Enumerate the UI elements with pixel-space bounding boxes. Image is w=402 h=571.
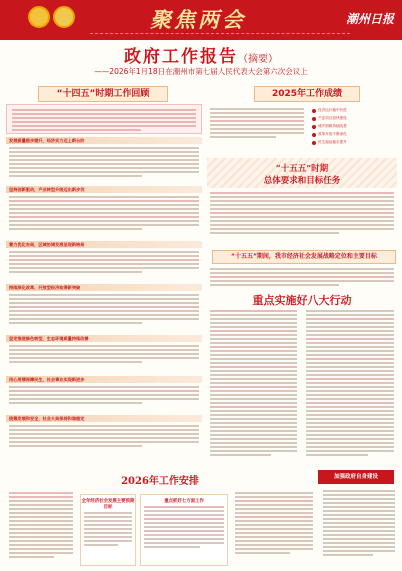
plan-seven-aspects-title: 重点抓好七方面工作	[164, 499, 204, 504]
eight-actions-header: 重点实施好八大行动	[252, 294, 352, 307]
plan-middle-text	[232, 490, 316, 566]
list-item-label: 城乡面貌持续改善	[318, 124, 347, 128]
newspaper-logo: 潮州日报	[345, 12, 394, 26]
goals-text	[207, 190, 397, 246]
review-text-3	[6, 249, 202, 281]
bullet-icon	[312, 133, 316, 137]
self-building-header: 加强政府自身建设	[318, 470, 394, 484]
review-strip-5: 坚定推进绿色转型，生态环境质量持续改善	[6, 335, 202, 342]
review-text-4	[6, 292, 202, 332]
list-item	[312, 140, 398, 145]
national-emblem-icon	[28, 6, 50, 28]
report-subtitle: ——2026年1月18日在潮州市第七届人民代表大会第六次会议上	[94, 67, 308, 76]
list-item	[312, 124, 398, 129]
section-strategy-header: “十五五”期间，我市经济社会发展战略定位和主要目标	[212, 250, 396, 264]
list-item-label: 民生福祉稳步提升	[318, 140, 347, 144]
masthead-banner	[0, 0, 402, 40]
results-list	[312, 108, 398, 148]
review-strip-6: 用心用情保障民生，社会事业实现新进步	[6, 376, 202, 383]
review-text-2	[6, 194, 202, 238]
list-item	[312, 116, 398, 121]
section-results-header: 2025年工作成绩	[254, 86, 360, 102]
review-text-6	[6, 384, 202, 412]
review-text-5	[6, 343, 202, 373]
report-title-text: 政府工作报告	[124, 47, 238, 67]
goals-title-line1: “十五五”时期	[275, 164, 329, 174]
review-strip-7: 统筹发展和安全，社会大局保持和谐稳定	[6, 415, 202, 422]
list-item-label: 经济运行稳中有进	[318, 108, 347, 112]
section-review-header: “十四五”时期工作回顾	[38, 86, 168, 102]
eight-actions-text-right	[303, 308, 397, 466]
bullet-icon	[312, 109, 316, 113]
self-building-text	[320, 488, 398, 566]
bullet-icon	[312, 117, 316, 121]
list-item	[312, 108, 398, 113]
review-intro-box	[6, 104, 202, 134]
list-item-label: 改革开放不断深化	[318, 132, 347, 136]
plan-2026-header: 2026年工作安排	[121, 476, 199, 487]
eight-actions-text-left	[207, 308, 300, 466]
bullet-icon	[312, 125, 316, 129]
banner-title: 聚焦两会	[150, 7, 246, 32]
review-strip-1: 发展质量稳步提升，经济实力迈上新台阶	[6, 137, 202, 144]
report-title-suffix: （摘要）	[238, 54, 278, 65]
report-title	[0, 42, 402, 67]
review-strip-2: 坚持创新驱动，产业转型升级迈出新步伐	[6, 186, 202, 193]
strategy-text	[207, 266, 397, 290]
list-item-label: 产业项目加快建设	[318, 116, 347, 120]
review-text-1	[6, 145, 202, 183]
goals-title-line2: 总体要求和目标任务	[263, 176, 341, 186]
party-emblem-icon	[53, 6, 75, 28]
plan-targets-title: 全年经济社会发展主要预期目标	[81, 499, 135, 510]
list-item	[312, 132, 398, 137]
review-strip-4: 持续深化改革，开放型经济取得新突破	[6, 284, 202, 291]
bullet-icon	[312, 141, 316, 145]
goals-banner	[207, 158, 397, 188]
plan-targets-box	[80, 494, 136, 566]
review-strip-3: 着力优化布局，区域协调发展呈现新格局	[6, 241, 202, 248]
plan-intro-text	[6, 490, 76, 566]
plan-seven-aspects-box	[140, 494, 228, 566]
results-text	[207, 106, 307, 162]
review-text-7	[6, 423, 202, 455]
